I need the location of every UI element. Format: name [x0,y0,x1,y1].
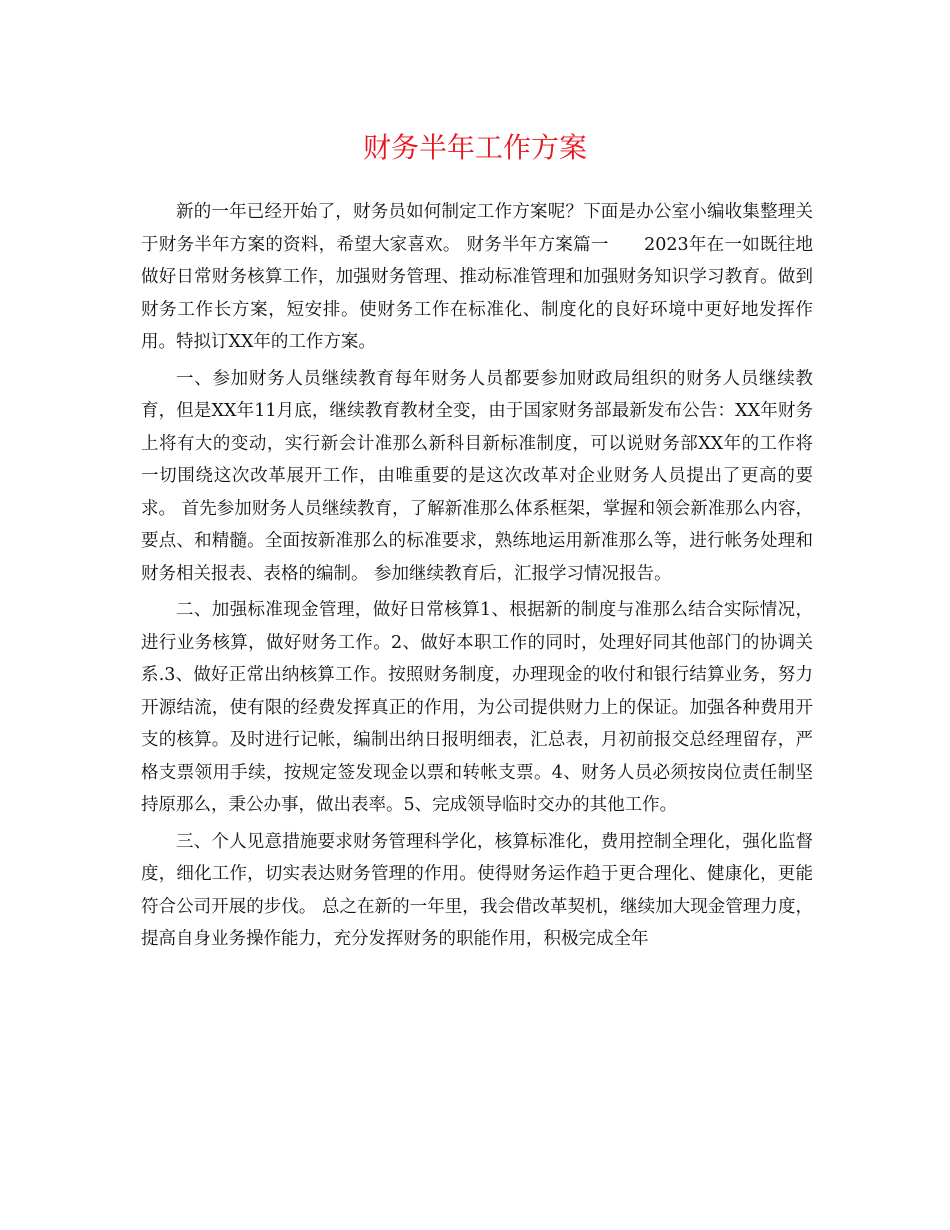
document-body [141,196,813,960]
document-title: 财务半年工作方案 [362,131,587,164]
paragraph-section-3: 三、个人见意措施要求财务管理科学化，核算标准化，费用控制全理化，强化监督度，细化工作，切实表达财务管理的作用。使得财务运作趋于更合理化、健康化，更能符合公司开展的步伐。 总之在新的一年里，我会借改革契机，继续加大现金管理力度，提高自身业务操作能力，充分发挥财务的职能作用，积极完成全年 [141,831,813,949]
paragraph-section-2: 二、加强标准现金管理，做好日常核算1、根据新的制度与准那么结合实际情况，进行业务核算，做好财务工作。2、做好本职工作的同时，处理好同其他部门的协调关系.3、做好正常出纳核算工作。按照财务制度，办理现金的收付和银行结算业务，努力开源结流，使有限的经费发挥真正的作用，为公司提供财力上的保证。加强各种费用开支的核算。及时进行记帐，编制出纳日报明细表，汇总表，月初前报交总经理留存，严格支票领用手续，按规定签发现金以票和转帐支票。4、财务人员必须按岗位责任制坚持原那么，秉公办事，做出表率。5、完成领导临时交办的其他工作。 [141,600,813,815]
paragraph-intro: 新的一年已经开始了，财务员如何制定工作方案呢？下面是办公室小编收集整理关于财务半年方案的资料，希望大家喜欢。 财务半年方案篇一 2023年在一如既往地做好日常财务核算工作，加强财务管理、推动标准管理和加强财务知识学习教育。做到财务工作长方案，短安排。使财务工作在标准化、制度化的良好环境中更好地发挥作用。特拟订XX年的工作方案。 [141,202,813,352]
paragraph-section-1: 一、参加财务人员继续教育每年财务人员都要参加财政局组织的财务人员继续教育，但是XX年11月底，继续教育教材全变，由于国家财务部最新发布公告：XX年财务上将有大的变动，实行新会计准那么新科目新标准制度，可以说财务部XX年的工作将一切围绕这次改革展开工作，由唯重要的是这次改革对企业财务人员提出了更高的要求。 首先参加财务人员继续教育，了解新准那么体系框架，掌握和领会新准那么内容，要点、和精髓。全面按新准那么的标准要求，熟练地运用新准那么等，进行帐务处理和财务相关报表、表格的编制。 参加继续教育后，汇报学习情况报告。 [141,368,813,584]
